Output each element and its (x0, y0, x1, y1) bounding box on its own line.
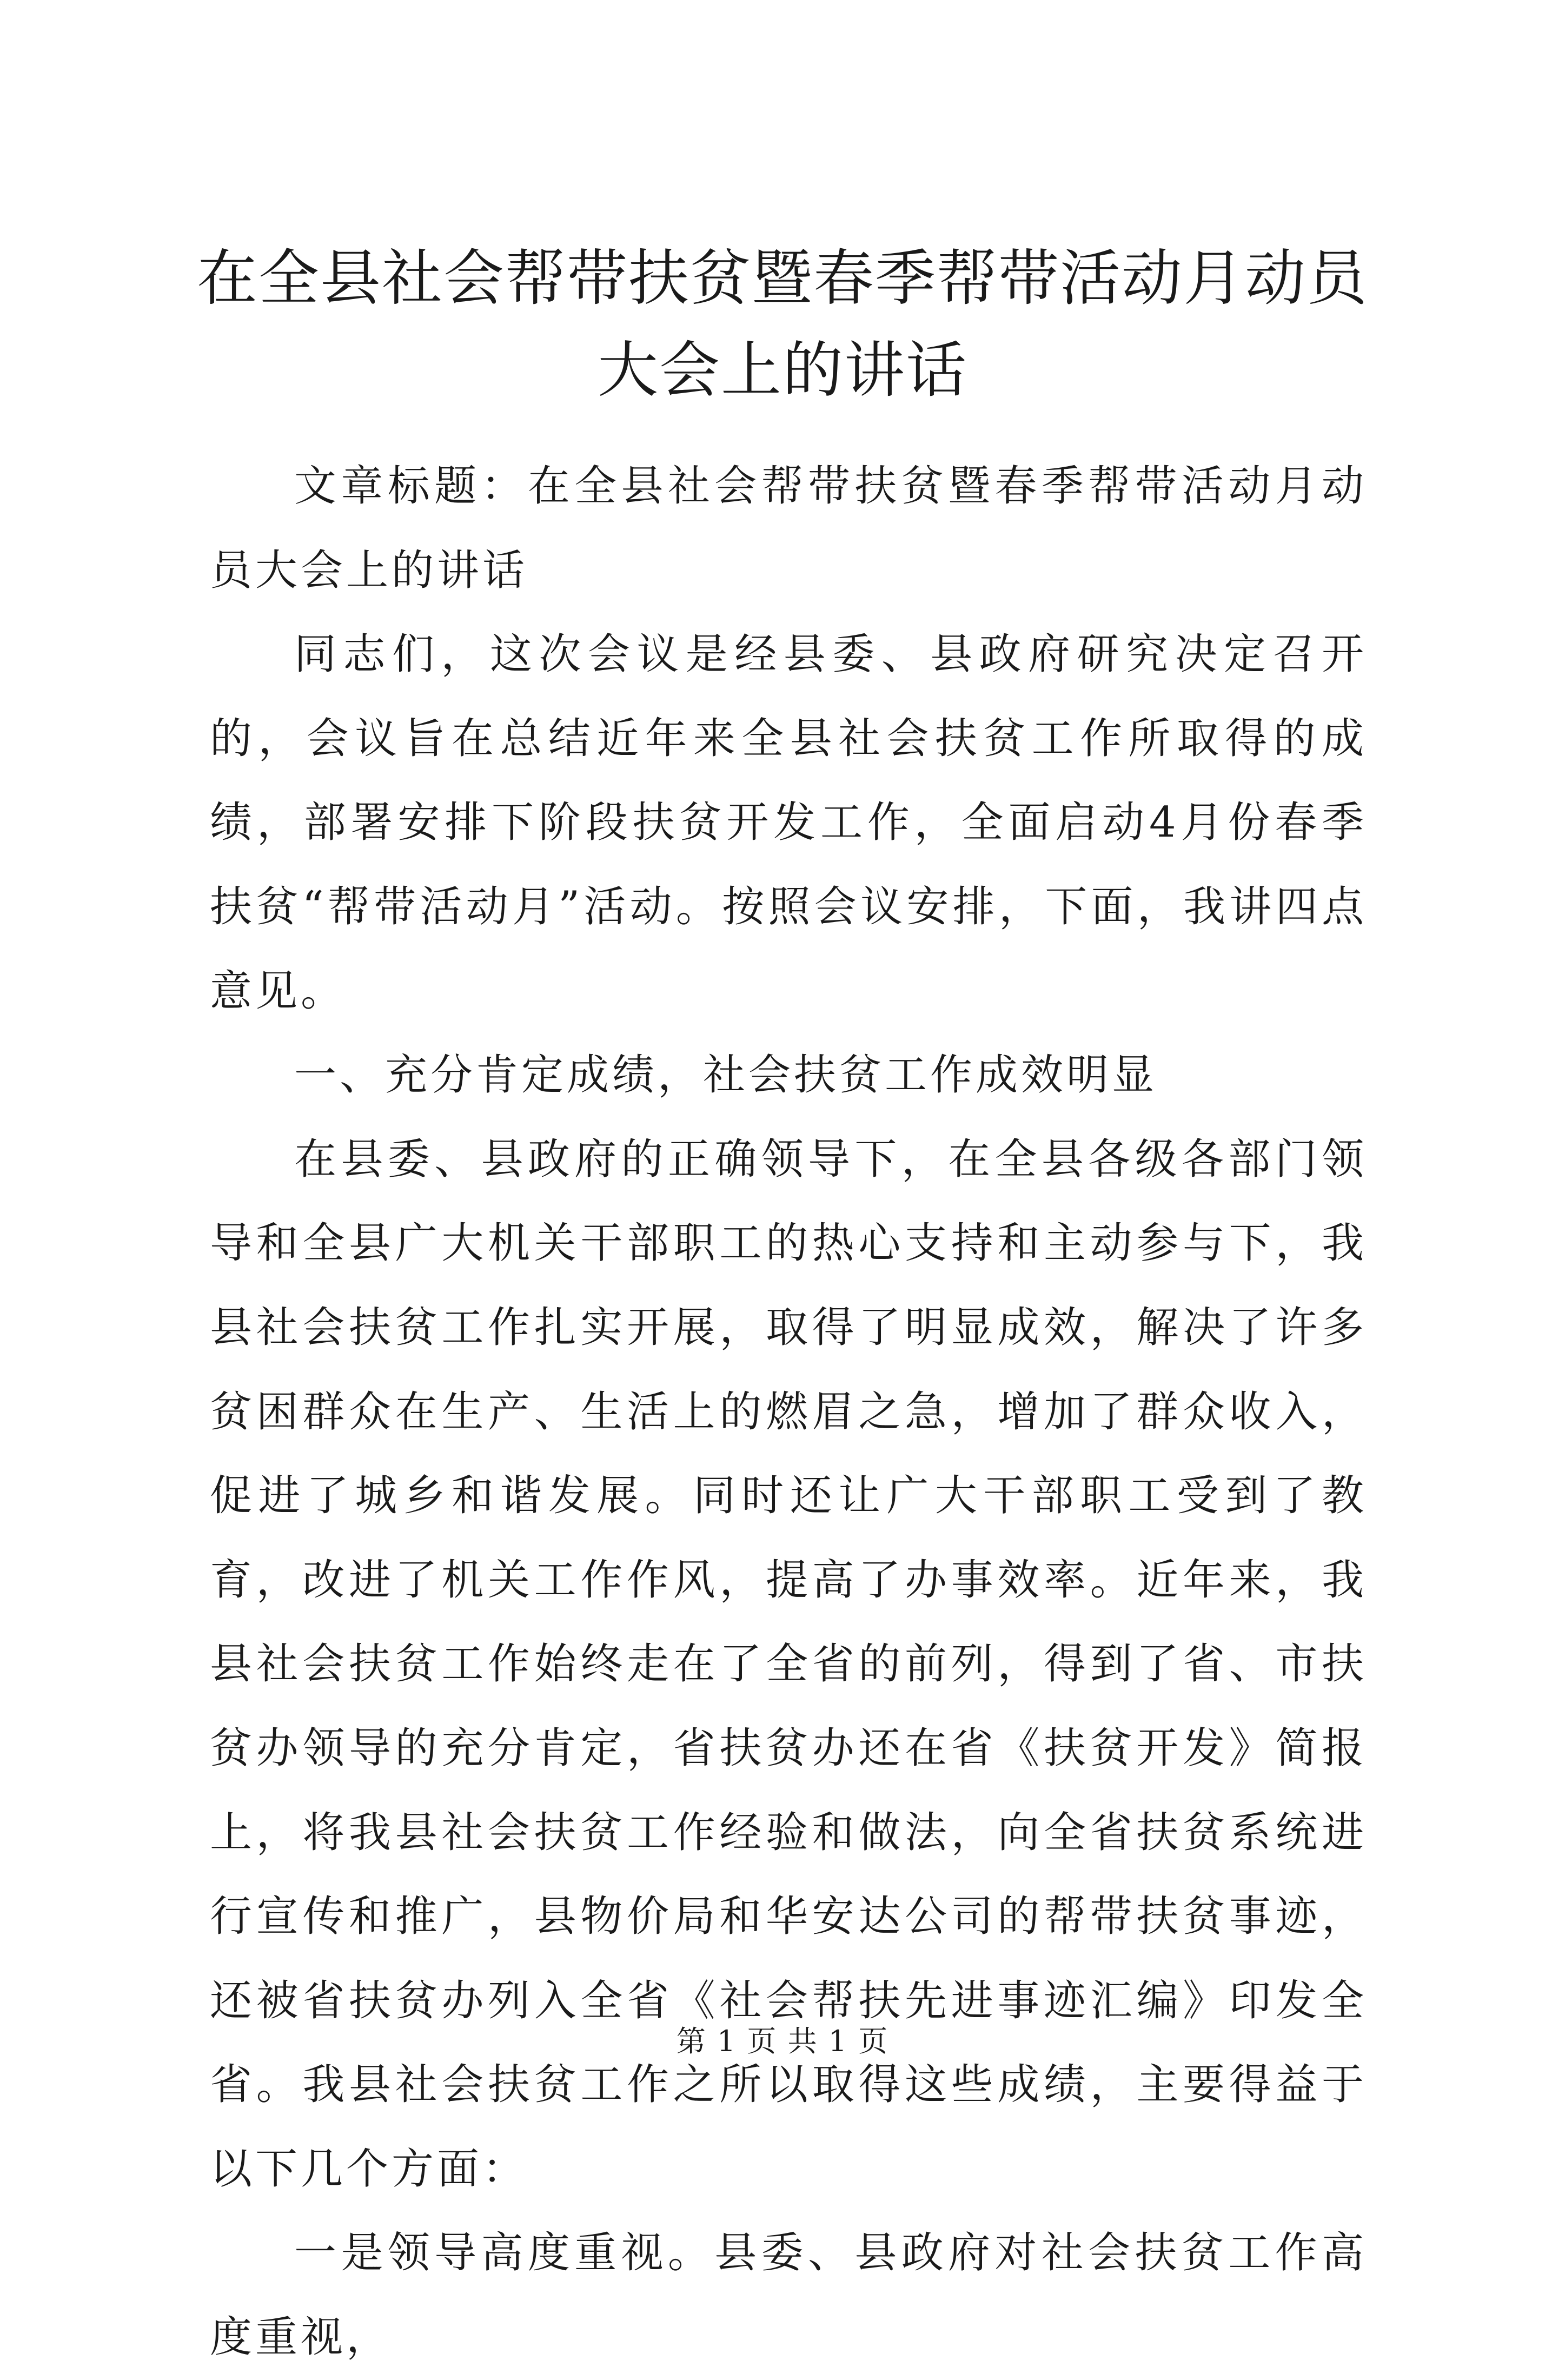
page-number-footer: 第 1 页 共 1 页 (676, 2024, 889, 2058)
section-heading-one: 一、充分肯定成绩，社会扶贫工作成效明显 (294, 1051, 1158, 1100)
document-body (210, 445, 1367, 2380)
paragraph-article-title: 文章标题：在全县社会帮带扶贫暨春季帮带活动月动员大会上的讲话 (210, 462, 1367, 595)
paragraph-achievements: 在县委、县政府的正确领导下，在全县各级各部门领导和全县广大机关干部职工的热心支持和主动参与下，我县社会扶贫工作扎实开展，取得了明显成效，解决了许多贫困群众在生产、生活上的燃眉之急，增加了群众收入，促进了城乡和谐发展。同时还让广大干部职工受到了教育，改进了机关工作作风，提高了办事效率。近年来，我县社会扶贫工作始终走在了全省的前列，得到了省、市扶贫办领导的充分肯定，省扶贫办还在省《扶贫开发》简报上，将我县社会扶贫工作经验和做法，向全省扶贫系统进行宣传和推广，县物价局和华安达公司的帮带扶贫事迹，还被省扶贫办列入全省《社会帮扶先进事迹汇编》印发全省。我县社会扶贫工作之所以取得这些成绩，主要得益于以下几个方面： (210, 1135, 1367, 2193)
paragraph-leadership: 一是领导高度重视。县委、县政府对社会扶贫工作高度重视， (210, 2229, 1367, 2362)
paragraph-opening: 同志们，这次会议是经县委、县政府研究决定召开的，会议旨在总结近年来全县社会扶贫工作所取得的成绩，部署安排下阶段扶贫开发工作，全面启动4月份春季扶贫“帮带活动月”活动。按照会议安排，下面，我讲四点意见。 (210, 630, 1367, 1016)
document-title: 在全县社会帮带扶贫暨春季帮带活动月动员大会上的讲话 (197, 243, 1368, 406)
